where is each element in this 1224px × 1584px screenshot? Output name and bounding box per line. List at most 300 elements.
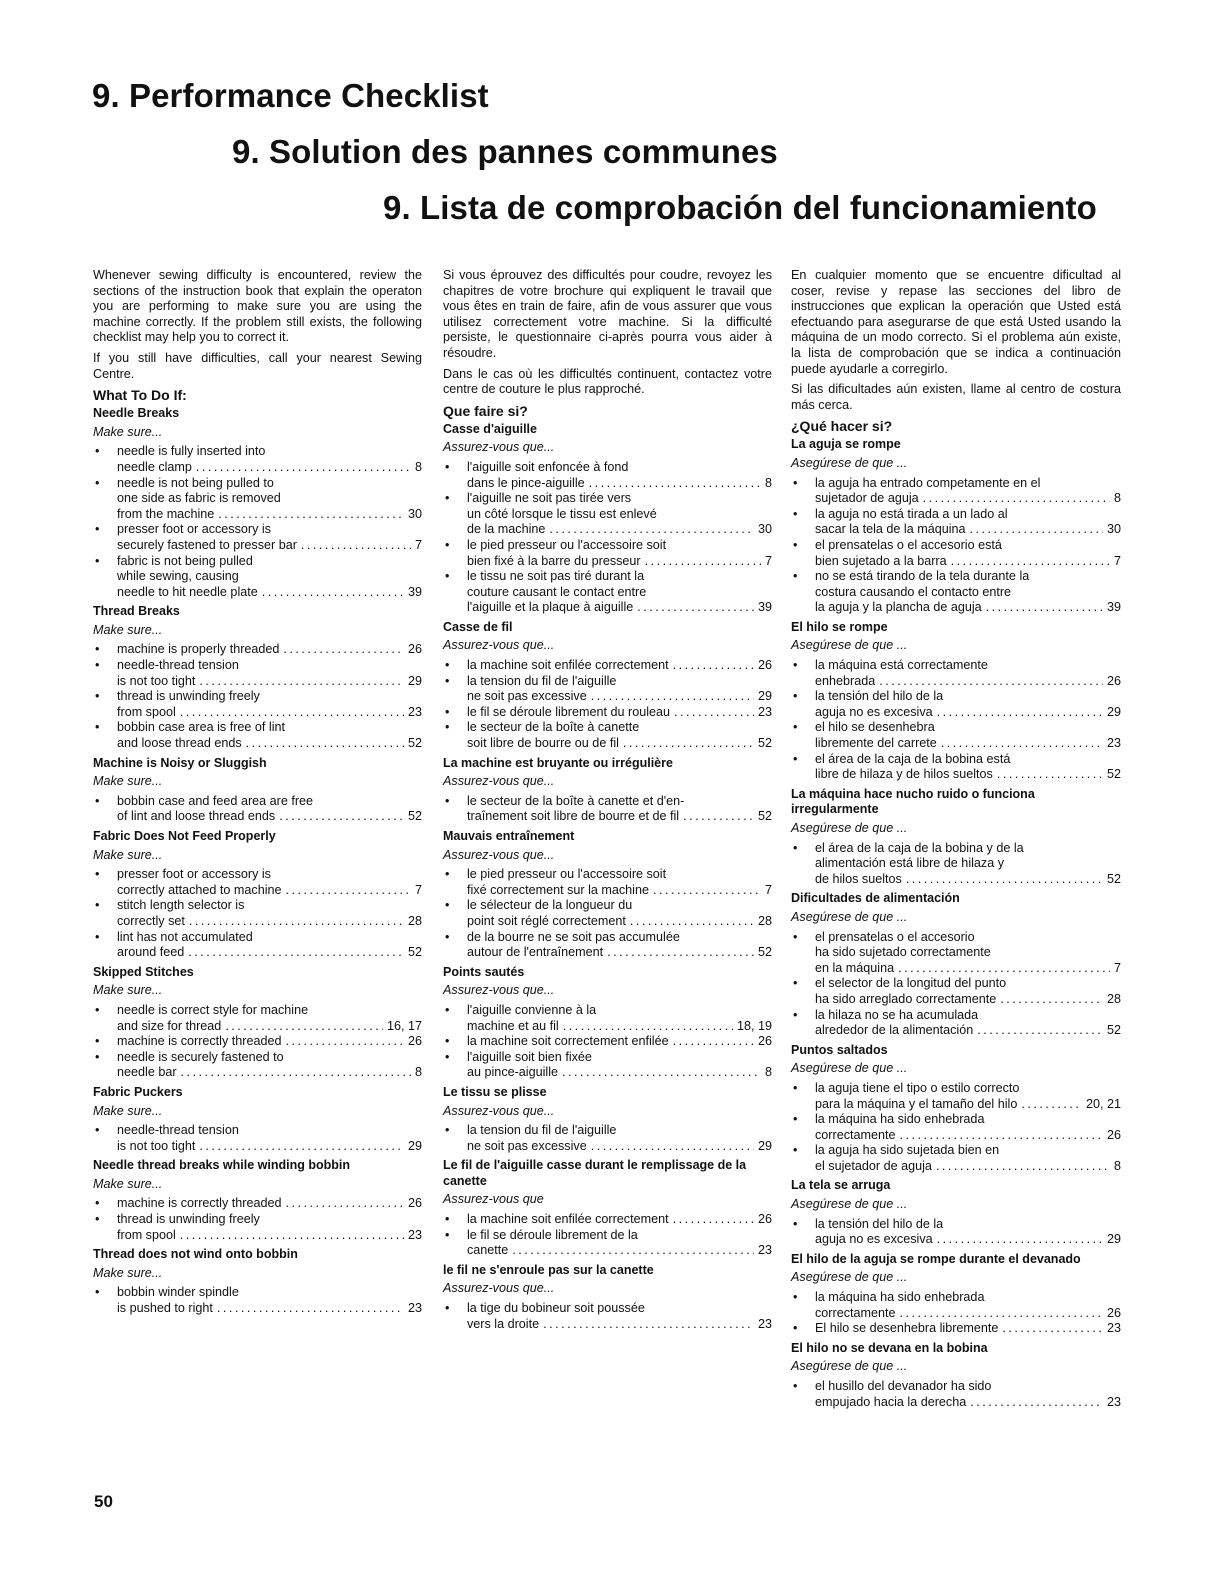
item-text-line: fabric is not being pulled <box>117 553 253 568</box>
item-last-line <box>467 1139 772 1155</box>
dot-leader <box>591 1139 754 1155</box>
dot-leader <box>283 642 404 658</box>
bullet-icon: • <box>95 1049 100 1064</box>
page-reference: 16, 17 <box>386 1018 422 1033</box>
page-reference: 26 <box>407 1034 422 1049</box>
item-last-line <box>467 1019 772 1035</box>
checklist-section <box>443 756 772 825</box>
make-sure-label: Make sure... <box>93 1265 163 1280</box>
item-text-line: le pied presseur ou l'accessoire soit <box>467 537 667 552</box>
dot-leader <box>218 507 404 523</box>
dot-leader <box>196 460 411 476</box>
item-last-line <box>815 1097 1121 1113</box>
item-text-line: is not too tight <box>117 673 196 688</box>
checklist-section <box>93 604 422 751</box>
item-text-line: bien fixé à la barre du presseur <box>467 553 641 568</box>
item-text-line: la machine soit enfilée correctement <box>467 1212 669 1227</box>
dot-leader <box>900 1128 1103 1144</box>
item-text-line: correctly attached to machine <box>117 882 282 897</box>
bullet-icon: • <box>95 1212 100 1227</box>
bullet-icon: • <box>95 720 100 735</box>
bullet-icon: • <box>95 658 100 673</box>
bullet-icon: • <box>95 1002 100 1017</box>
checklist-item <box>791 720 1121 751</box>
checklist-section <box>791 891 1121 1038</box>
bullet-icon: • <box>793 1321 798 1336</box>
intro-paragraph: Si las dificultades aún existen, llame al centro de costura más cerca. <box>791 382 1121 412</box>
item-text-line: ne soit pas excessive <box>467 1138 587 1153</box>
checklist-item <box>443 1212 772 1228</box>
section-title: Le tissu se plisse <box>443 1084 547 1099</box>
item-last-line <box>117 736 422 752</box>
page-reference: 23 <box>407 1227 422 1242</box>
section-title: Machine is Noisy or Sluggish <box>93 755 267 770</box>
section-title: Fabric Does Not Feed Properly <box>93 829 276 843</box>
page-reference: 30 <box>1106 522 1121 537</box>
page-reference: 28 <box>1106 991 1121 1006</box>
item-last-line <box>467 705 772 721</box>
page-reference: 23 <box>407 1301 422 1316</box>
bullet-icon: • <box>793 751 798 766</box>
make-sure-label: Assurez-vous que... <box>443 638 555 653</box>
item-text-line: dans le pince-aiguille <box>467 475 585 490</box>
checklist-section <box>791 787 1121 888</box>
item-text-line: de la machine <box>467 522 546 537</box>
page-reference: 52 <box>1106 767 1121 782</box>
checklist-section <box>443 965 772 1081</box>
bullet-icon: • <box>95 444 100 459</box>
dot-leader <box>630 914 754 930</box>
item-last-line <box>117 1301 422 1317</box>
bullet-icon: • <box>445 1227 450 1242</box>
page-reference: 8 <box>1113 1158 1121 1173</box>
checklist-item <box>93 689 422 720</box>
item-text-line: para la máquina y el tamaño del hilo <box>815 1096 1018 1111</box>
dot-leader <box>181 1065 411 1081</box>
bullet-icon: • <box>445 1123 450 1138</box>
item-last-line <box>815 767 1121 783</box>
item-text-line: el selector de la longitud del punto <box>815 976 1007 991</box>
make-sure-label: Make sure... <box>93 774 163 789</box>
page-reference: 52 <box>407 736 422 751</box>
page-reference: 52 <box>1106 1023 1121 1038</box>
item-text-line: of lint and loose thread ends <box>117 809 276 824</box>
make-sure-label: Assurez-vous que... <box>443 440 555 455</box>
item-text-line: correctly set <box>117 913 185 928</box>
intro-paragraph: En cualquier momento que se encuentre dificultad al coser, revise y repase las secciones del libro de instrucciones que explican la operación que Usted está efectuando para asegurarse de que está Usted usando la máquina de un modo correcto. Si el problema aún existe, la lista de comprobación que se indica a continuación puede ayudarle a corregirlo. <box>791 268 1121 376</box>
make-sure-label: Asegúrese de que ... <box>791 1197 908 1212</box>
item-text-line: while sewing, causing <box>117 569 239 584</box>
dot-leader <box>673 1212 754 1228</box>
page-reference: 23 <box>757 1243 772 1258</box>
page-reference: 18, 19 <box>736 1018 772 1033</box>
item-text-line: le secteur de la boîte à canette <box>467 720 640 735</box>
item-text-line: la tension du fil de l'aiguille <box>467 1123 617 1138</box>
item-text-line: one side as fabric is removed <box>117 491 281 506</box>
item-text-line: presser foot or accessory is <box>117 522 271 537</box>
checklist-item <box>791 476 1121 507</box>
dot-leader <box>188 945 404 961</box>
item-text-line: and size for thread <box>117 1018 222 1033</box>
checklist-section <box>443 1158 772 1259</box>
bullet-icon: • <box>793 537 798 552</box>
section-title: Dificultades de alimentación <box>791 891 960 906</box>
checklist-item <box>791 1081 1121 1112</box>
checklist-item <box>93 1034 422 1050</box>
bullet-icon: • <box>793 1007 798 1022</box>
section-title: Puntos saltados <box>791 1042 888 1057</box>
item-text-line: le fil se déroule librement de la <box>467 1227 638 1242</box>
page-reference: 52 <box>757 945 772 960</box>
make-sure-label: Assurez-vous que... <box>443 847 555 862</box>
bullet-icon: • <box>95 1196 100 1211</box>
checklist-item <box>791 930 1121 977</box>
item-last-line <box>467 883 772 899</box>
checklist-section <box>443 620 772 752</box>
page-reference: 23 <box>407 704 422 719</box>
checklist-item <box>93 554 422 601</box>
checklist-section <box>791 620 1121 783</box>
bullet-icon: • <box>793 689 798 704</box>
bullet-icon: • <box>445 1301 450 1316</box>
item-last-line <box>815 554 1121 570</box>
dot-leader <box>879 674 1103 690</box>
bullet-icon: • <box>95 553 100 568</box>
item-text-line: machine is properly threaded <box>117 642 280 657</box>
item-last-line <box>117 945 422 961</box>
make-sure-label: Asegúrese de que ... <box>791 1061 908 1076</box>
item-last-line <box>117 1019 422 1035</box>
checklist-item <box>93 1212 422 1243</box>
bullet-icon: • <box>445 1034 450 1049</box>
checklist-item <box>443 1301 772 1332</box>
checklist-section <box>93 1247 422 1316</box>
item-text-line: la machine soit correctement enfilée <box>467 1034 669 1049</box>
bullet-icon: • <box>95 522 100 537</box>
checklist-item <box>443 867 772 898</box>
page-reference: 52 <box>407 945 422 960</box>
page-reference: 26 <box>407 642 422 657</box>
bullet-icon: • <box>95 475 100 490</box>
item-text-line: de hilos sueltos <box>815 871 902 886</box>
checklist-item <box>443 1228 772 1259</box>
item-last-line <box>815 1232 1121 1248</box>
page-reference: 26 <box>757 658 772 673</box>
dot-leader <box>246 736 404 752</box>
item-last-line <box>467 476 772 492</box>
checklist-item <box>443 898 772 929</box>
page-reference: 26 <box>1106 1305 1121 1320</box>
checklist-item <box>443 720 772 751</box>
bullet-icon: • <box>793 929 798 944</box>
dot-leader <box>906 872 1103 888</box>
bullet-icon: • <box>793 1143 798 1158</box>
item-text-line: en la máquina <box>815 960 895 975</box>
make-sure-label: Assurez-vous que <box>443 1192 544 1207</box>
checklist-section <box>791 437 1121 616</box>
page-reference: 52 <box>407 809 422 824</box>
item-text-line: la máquina ha sido enhebrada <box>815 1290 985 1305</box>
checklist-item <box>93 794 422 825</box>
bullet-icon: • <box>95 793 100 808</box>
bullet-icon: • <box>95 1123 100 1138</box>
page-reference: 29 <box>757 689 772 704</box>
item-text-line: l'aiguille convienne à la <box>467 1002 597 1017</box>
item-text-line: and loose thread ends <box>117 736 242 751</box>
section-title: Skipped Stitches <box>93 964 194 979</box>
make-sure-label: Asegúrese de que ... <box>791 821 908 835</box>
item-last-line <box>815 674 1121 690</box>
bullet-icon: • <box>445 658 450 673</box>
dot-leader <box>199 674 404 690</box>
item-last-line <box>815 600 1121 616</box>
section-title: Casse de fil <box>443 619 513 634</box>
section-title: Needle thread breaks while winding bobbin <box>93 1158 350 1173</box>
intro-paragraph: If you still have difficulties, call your nearest Sewing Centre. <box>93 350 422 381</box>
item-last-line <box>467 1317 772 1333</box>
item-last-line <box>467 1065 772 1081</box>
checklist-item <box>93 444 422 475</box>
item-text-line: bien sujetado a la barra <box>815 553 947 568</box>
item-last-line <box>117 705 422 721</box>
bullet-icon: • <box>95 867 100 882</box>
item-text-line: soit libre de bourre ou de fil <box>467 736 619 751</box>
dot-leader <box>673 1034 754 1050</box>
item-text-line: le fil se déroule librement du rouleau <box>467 704 671 719</box>
section-title: La machine est bruyante ou irrégulière <box>443 755 673 770</box>
make-sure-label: Make sure... <box>93 983 163 998</box>
make-sure-label: Asegúrese de que ... <box>791 909 908 924</box>
dot-leader <box>923 491 1110 507</box>
page-reference: 26 <box>1106 1127 1121 1142</box>
section-title: El hilo no se devana en la bobina <box>791 1340 988 1355</box>
checklist-item <box>93 476 422 523</box>
checklist-item <box>93 1285 422 1316</box>
make-sure-label: Asegúrese de que ... <box>791 1359 908 1374</box>
bullet-icon: • <box>445 898 450 913</box>
checklist-item <box>443 538 772 569</box>
item-text-line: canette <box>467 1243 509 1258</box>
item-text-line: thread is unwinding freely <box>117 1212 260 1227</box>
item-text-line: needle clamp <box>117 459 192 474</box>
bullet-icon: • <box>445 720 450 735</box>
item-last-line <box>815 1306 1121 1322</box>
item-text-line: el hilo se desenhebra <box>815 720 935 735</box>
item-text-line: bobbin case and feed area are free <box>117 793 314 808</box>
page-reference: 39 <box>757 600 772 615</box>
bullet-icon: • <box>793 1112 798 1127</box>
page-reference: 8 <box>1113 491 1121 506</box>
checklist-item <box>791 569 1121 616</box>
checklist-item <box>791 1290 1121 1321</box>
bullet-icon: • <box>445 793 450 808</box>
dot-leader <box>970 522 1103 538</box>
section-title: Needle Breaks <box>93 406 180 421</box>
item-text-line: aguja no es excesiva <box>815 1232 933 1247</box>
checklist-item <box>443 1123 772 1154</box>
item-text-line: is not too tight <box>117 1138 196 1153</box>
dot-leader <box>977 1023 1103 1039</box>
checklist-item <box>443 674 772 705</box>
checklist-item <box>443 1003 772 1034</box>
item-text-line: el área de la caja de la bobina está <box>815 751 1011 766</box>
bullet-icon: • <box>793 506 798 521</box>
page-reference: 23 <box>1106 1394 1121 1409</box>
bullet-icon: • <box>95 689 100 704</box>
item-last-line <box>467 600 772 616</box>
make-sure-label: Assurez-vous que... <box>443 1103 555 1118</box>
item-last-line <box>815 522 1121 538</box>
bullet-icon: • <box>793 840 798 855</box>
dot-leader <box>189 914 404 930</box>
checklist-item <box>443 491 772 538</box>
checklist-item <box>93 867 422 898</box>
item-text-line: lint has not accumulated <box>117 929 253 944</box>
section-title: La máquina hace nucho ruido o funciona irregularmente <box>791 786 1035 817</box>
checklist-item <box>443 705 772 721</box>
dot-leader <box>607 945 754 961</box>
item-text-line: bobbin winder spindle <box>117 1285 239 1300</box>
page-reference: 30 <box>757 522 772 537</box>
checklist-item <box>791 507 1121 538</box>
item-last-line <box>815 961 1121 977</box>
bullet-icon: • <box>445 704 450 719</box>
dot-leader <box>936 1159 1110 1175</box>
item-last-line <box>117 507 422 523</box>
item-text-line: libremente del carrete <box>815 736 937 751</box>
item-text-line: libre de hilaza y de hilos sueltos <box>815 767 993 782</box>
item-last-line <box>815 1321 1121 1337</box>
page-reference: 8 <box>764 1065 772 1080</box>
checklist-item <box>791 1379 1121 1410</box>
page-reference: 52 <box>757 736 772 751</box>
item-text-line: au pince-aiguille <box>467 1065 559 1080</box>
checklist-item <box>791 1008 1121 1039</box>
item-text-line: traînement soit libre de bourre et de fil <box>467 809 680 824</box>
page-reference: 26 <box>1106 673 1121 688</box>
checklist-heading: Que faire si? <box>443 402 528 419</box>
checklist-item <box>93 1196 422 1212</box>
page-reference: 7 <box>414 537 422 552</box>
page-reference: 23 <box>1106 1321 1121 1336</box>
checklist-section <box>443 829 772 961</box>
item-text-line: la hilaza no se ha acumulada <box>815 1007 979 1022</box>
bullet-icon: • <box>445 1002 450 1017</box>
item-text-line: enhebrada <box>815 673 876 688</box>
checklist-section <box>791 1178 1121 1247</box>
checklist-item <box>791 689 1121 720</box>
bullet-icon: • <box>95 642 100 657</box>
bullet-icon: • <box>793 1290 798 1305</box>
dot-leader <box>653 883 761 899</box>
checklist-section <box>443 1085 772 1154</box>
checklist-section <box>791 1252 1121 1337</box>
item-last-line <box>815 1128 1121 1144</box>
item-last-line <box>815 705 1121 721</box>
checklist-item <box>791 976 1121 1007</box>
dot-leader <box>623 736 754 752</box>
page-reference: 7 <box>1113 960 1121 975</box>
checklist-item <box>93 720 422 751</box>
checklist-section <box>93 829 422 961</box>
checklist-item <box>93 658 422 689</box>
dot-leader <box>301 538 411 554</box>
dot-leader <box>898 961 1110 977</box>
checklist-item <box>791 1112 1121 1143</box>
dot-leader <box>645 554 761 570</box>
make-sure-label: Make sure... <box>93 424 163 439</box>
checklist-item <box>443 930 772 961</box>
page-reference: 26 <box>407 1196 422 1211</box>
item-text-line: point soit réglé correctement <box>467 913 626 928</box>
item-last-line <box>467 1243 772 1259</box>
dot-leader <box>673 658 754 674</box>
dot-leader <box>941 736 1103 752</box>
item-last-line <box>117 809 422 825</box>
dot-leader <box>199 1139 404 1155</box>
bullet-icon: • <box>793 569 798 584</box>
item-last-line <box>467 914 772 930</box>
dot-leader <box>937 705 1103 721</box>
item-text-line: la máquina ha sido enhebrada <box>815 1112 985 1127</box>
item-last-line <box>467 1212 772 1228</box>
dot-leader <box>589 476 761 492</box>
section-title: Mauvais entraînement <box>443 829 575 843</box>
dot-leader <box>1021 1097 1082 1113</box>
checklist-item <box>791 1143 1121 1174</box>
item-text-line: needle bar <box>117 1065 177 1080</box>
dot-leader <box>591 689 754 705</box>
item-last-line <box>117 642 422 658</box>
checklist-item <box>791 841 1121 888</box>
item-text-line: needle-thread tension <box>117 658 239 673</box>
item-last-line <box>117 1228 422 1244</box>
dot-leader <box>180 705 404 721</box>
dot-leader <box>937 1232 1103 1248</box>
bullet-icon: • <box>95 898 100 913</box>
page-number: 50 <box>94 1492 113 1511</box>
item-last-line <box>117 1034 422 1050</box>
item-text-line: machine is correctly threaded <box>117 1034 282 1049</box>
item-text-line: la aguja y la plancha de aguja <box>815 600 982 615</box>
item-text-line: no se está tirando de la tela durante la <box>815 569 1030 584</box>
dot-leader <box>562 1065 761 1081</box>
dot-leader <box>997 767 1103 783</box>
item-text-line: el husillo del devanador ha sido <box>815 1379 992 1393</box>
item-text-line: needle is not being pulled to <box>117 475 274 490</box>
bullet-icon: • <box>793 1216 798 1231</box>
bullet-icon: • <box>445 1049 450 1064</box>
item-text-line: l'aiguille et la plaque à aiguille <box>467 600 634 615</box>
checklist-heading: ¿Qué hacer si? <box>791 418 893 435</box>
item-last-line <box>815 1023 1121 1039</box>
item-text-line: from spool <box>117 1227 176 1242</box>
checklist-section <box>93 965 422 1081</box>
page-reference: 29 <box>1106 704 1121 719</box>
section-title: La tela se arruga <box>791 1178 891 1193</box>
make-sure-label: Make sure... <box>93 1103 163 1118</box>
item-text-line: alimentación está libre de hilaza y <box>815 856 1005 871</box>
dot-leader <box>217 1301 404 1317</box>
checklist-item <box>791 658 1121 689</box>
make-sure-label: Make sure... <box>93 622 163 637</box>
checklist-item <box>443 1050 772 1081</box>
title-english: 9. Performance Checklist <box>92 77 489 114</box>
bullet-icon: • <box>95 1034 100 1049</box>
bullet-icon: • <box>95 929 100 944</box>
dot-leader <box>549 522 754 538</box>
checklist-item <box>93 898 422 929</box>
